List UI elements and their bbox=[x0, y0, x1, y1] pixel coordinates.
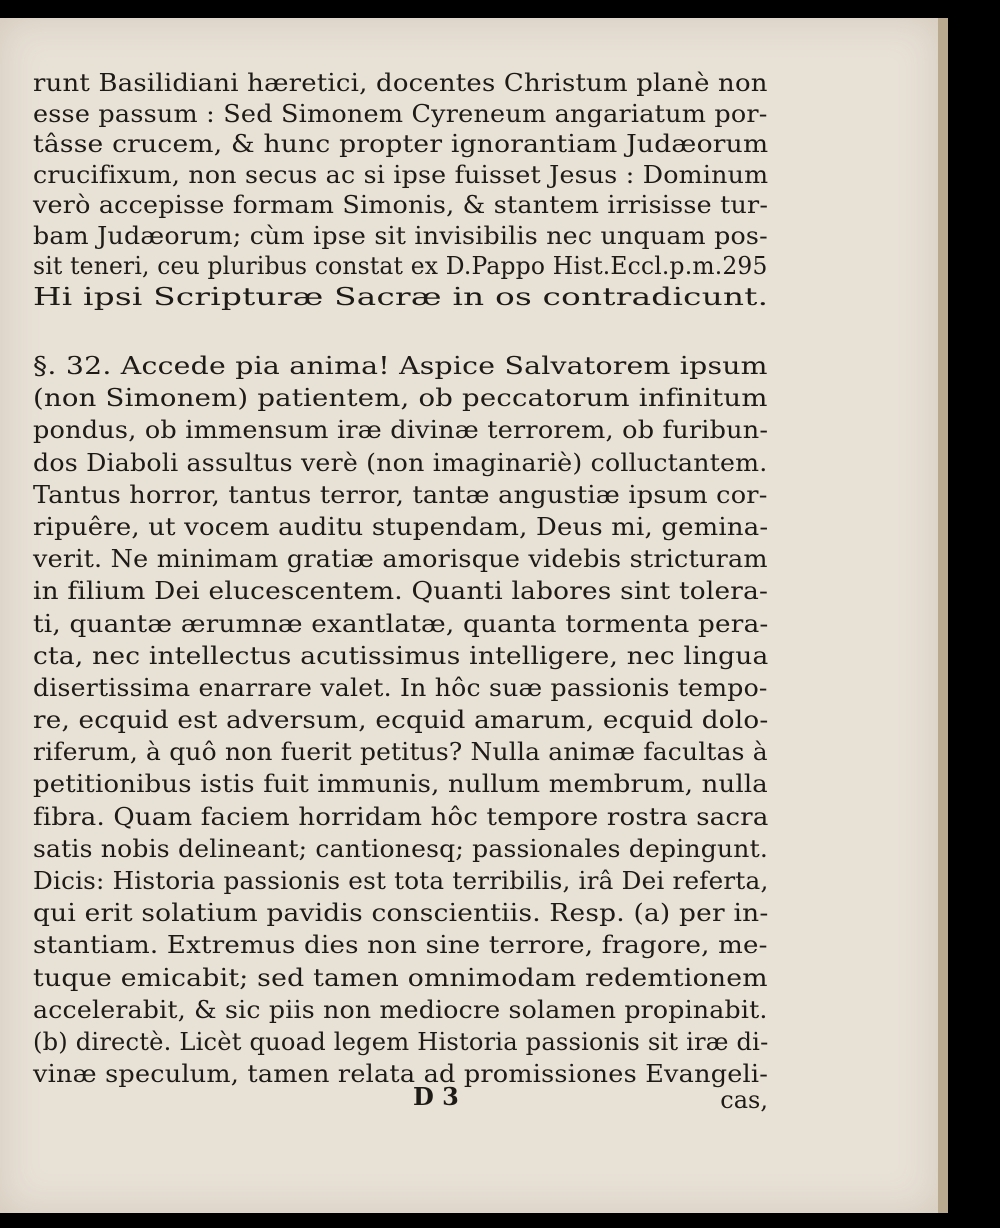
text-line: disertissima enarrare valet. In hôc suæ passionis tempo- bbox=[33, 672, 768, 702]
text-line: bam Judæorum; cùm ipse sit invisibilis nec unquam pos- bbox=[33, 220, 768, 250]
paragraph-1 bbox=[33, 68, 768, 312]
text-line: re, ecquid est adversum, ecquid amarum, ecquid dolo- bbox=[33, 705, 769, 735]
text-line: verit. Ne minimam gratiæ amorisque videbis stricturam bbox=[33, 544, 768, 574]
body-text bbox=[33, 68, 768, 1090]
text-line: ripuêre, ut vocem auditu stupendam, Deus mi, gemina- bbox=[33, 511, 769, 541]
text-line: vinæ speculum, tamen relata ad promissiones Evangeli- bbox=[33, 1059, 769, 1089]
text-line: tuque emicabit; sed tamen omnimodam redemtionem bbox=[33, 962, 768, 992]
text-line: esse passum : Sed Simonem Cyreneum angariatum por- bbox=[33, 98, 768, 128]
text-line: (non Simonem) patientem, ob peccatorum infinitum bbox=[33, 383, 768, 413]
text-line: pondus, ob immensum iræ divinæ terrorem, ob furibun- bbox=[33, 415, 769, 445]
text-line: riferum, à quô non fuerit petitus? Nulla animæ facultas à bbox=[33, 737, 768, 767]
signature-mark: D 3 bbox=[413, 1082, 459, 1111]
page-edge bbox=[938, 18, 948, 1213]
text-line: petitionibus istis fuit immunis, nullum membrum, nulla bbox=[33, 769, 768, 799]
text-line: sit teneri, ceu pluribus constat ex D.Pappo Hist.Eccl.p.m.295 bbox=[33, 251, 768, 280]
text-line: verò accepisse formam Simonis, & stantem irrisisse tur- bbox=[33, 190, 769, 219]
text-line: tâsse crucem, & hunc propter ignorantiam Judæorum bbox=[33, 129, 769, 158]
text-line: (b) directè. Licèt quoad legem Historia passionis sit iræ di- bbox=[33, 1026, 769, 1056]
text-line: ti, quantæ ærumnæ exantlatæ, quanta tormenta pera- bbox=[33, 608, 769, 638]
text-line: accelerabit, & sic piis non mediocre solamen propinabit. bbox=[33, 994, 768, 1024]
text-line: cta, nec intellectus acutissimus intelligere, nec lingua bbox=[33, 640, 769, 670]
text-line: fibra. Quam faciem horridam hôc tempore rostra sacra bbox=[33, 801, 769, 831]
text-line: §. 32. Accede pia anima! Aspice Salvatorem ipsum bbox=[33, 351, 768, 380]
text-line: in filium Dei elucescentem. Quanti labores sint tolera- bbox=[33, 576, 769, 606]
text-line: Tantus horror, tantus terror, tantæ angustiæ ipsum cor- bbox=[33, 479, 768, 509]
text-line: crucifixum, non secus ac si ipse fuisset Jesus : Dominum bbox=[33, 159, 769, 189]
text-line: stantiam. Extremus dies non sine terrore, fragore, me- bbox=[33, 930, 768, 960]
text-line: Dicis: Historia passionis est tota terribilis, irâ Dei referta, bbox=[33, 866, 769, 895]
text-line: runt Basilidiani hæretici, docentes Christum planè non bbox=[33, 68, 768, 97]
paragraph-2 bbox=[33, 350, 768, 1090]
text-line: satis nobis delineant; cantionesq; passionales depingunt. bbox=[33, 833, 769, 863]
text-line: dos Diaboli assultus verè (non imaginariè) colluctantem. bbox=[33, 447, 768, 477]
page-footer bbox=[33, 1080, 768, 1120]
text-line: Hi ipsi Scripturæ Sacræ in os contradicunt. bbox=[33, 281, 769, 311]
catchword: cas, bbox=[720, 1086, 768, 1114]
text-line: qui erit solatium pavidis conscientiis. Resp. (a) per in- bbox=[33, 898, 769, 928]
